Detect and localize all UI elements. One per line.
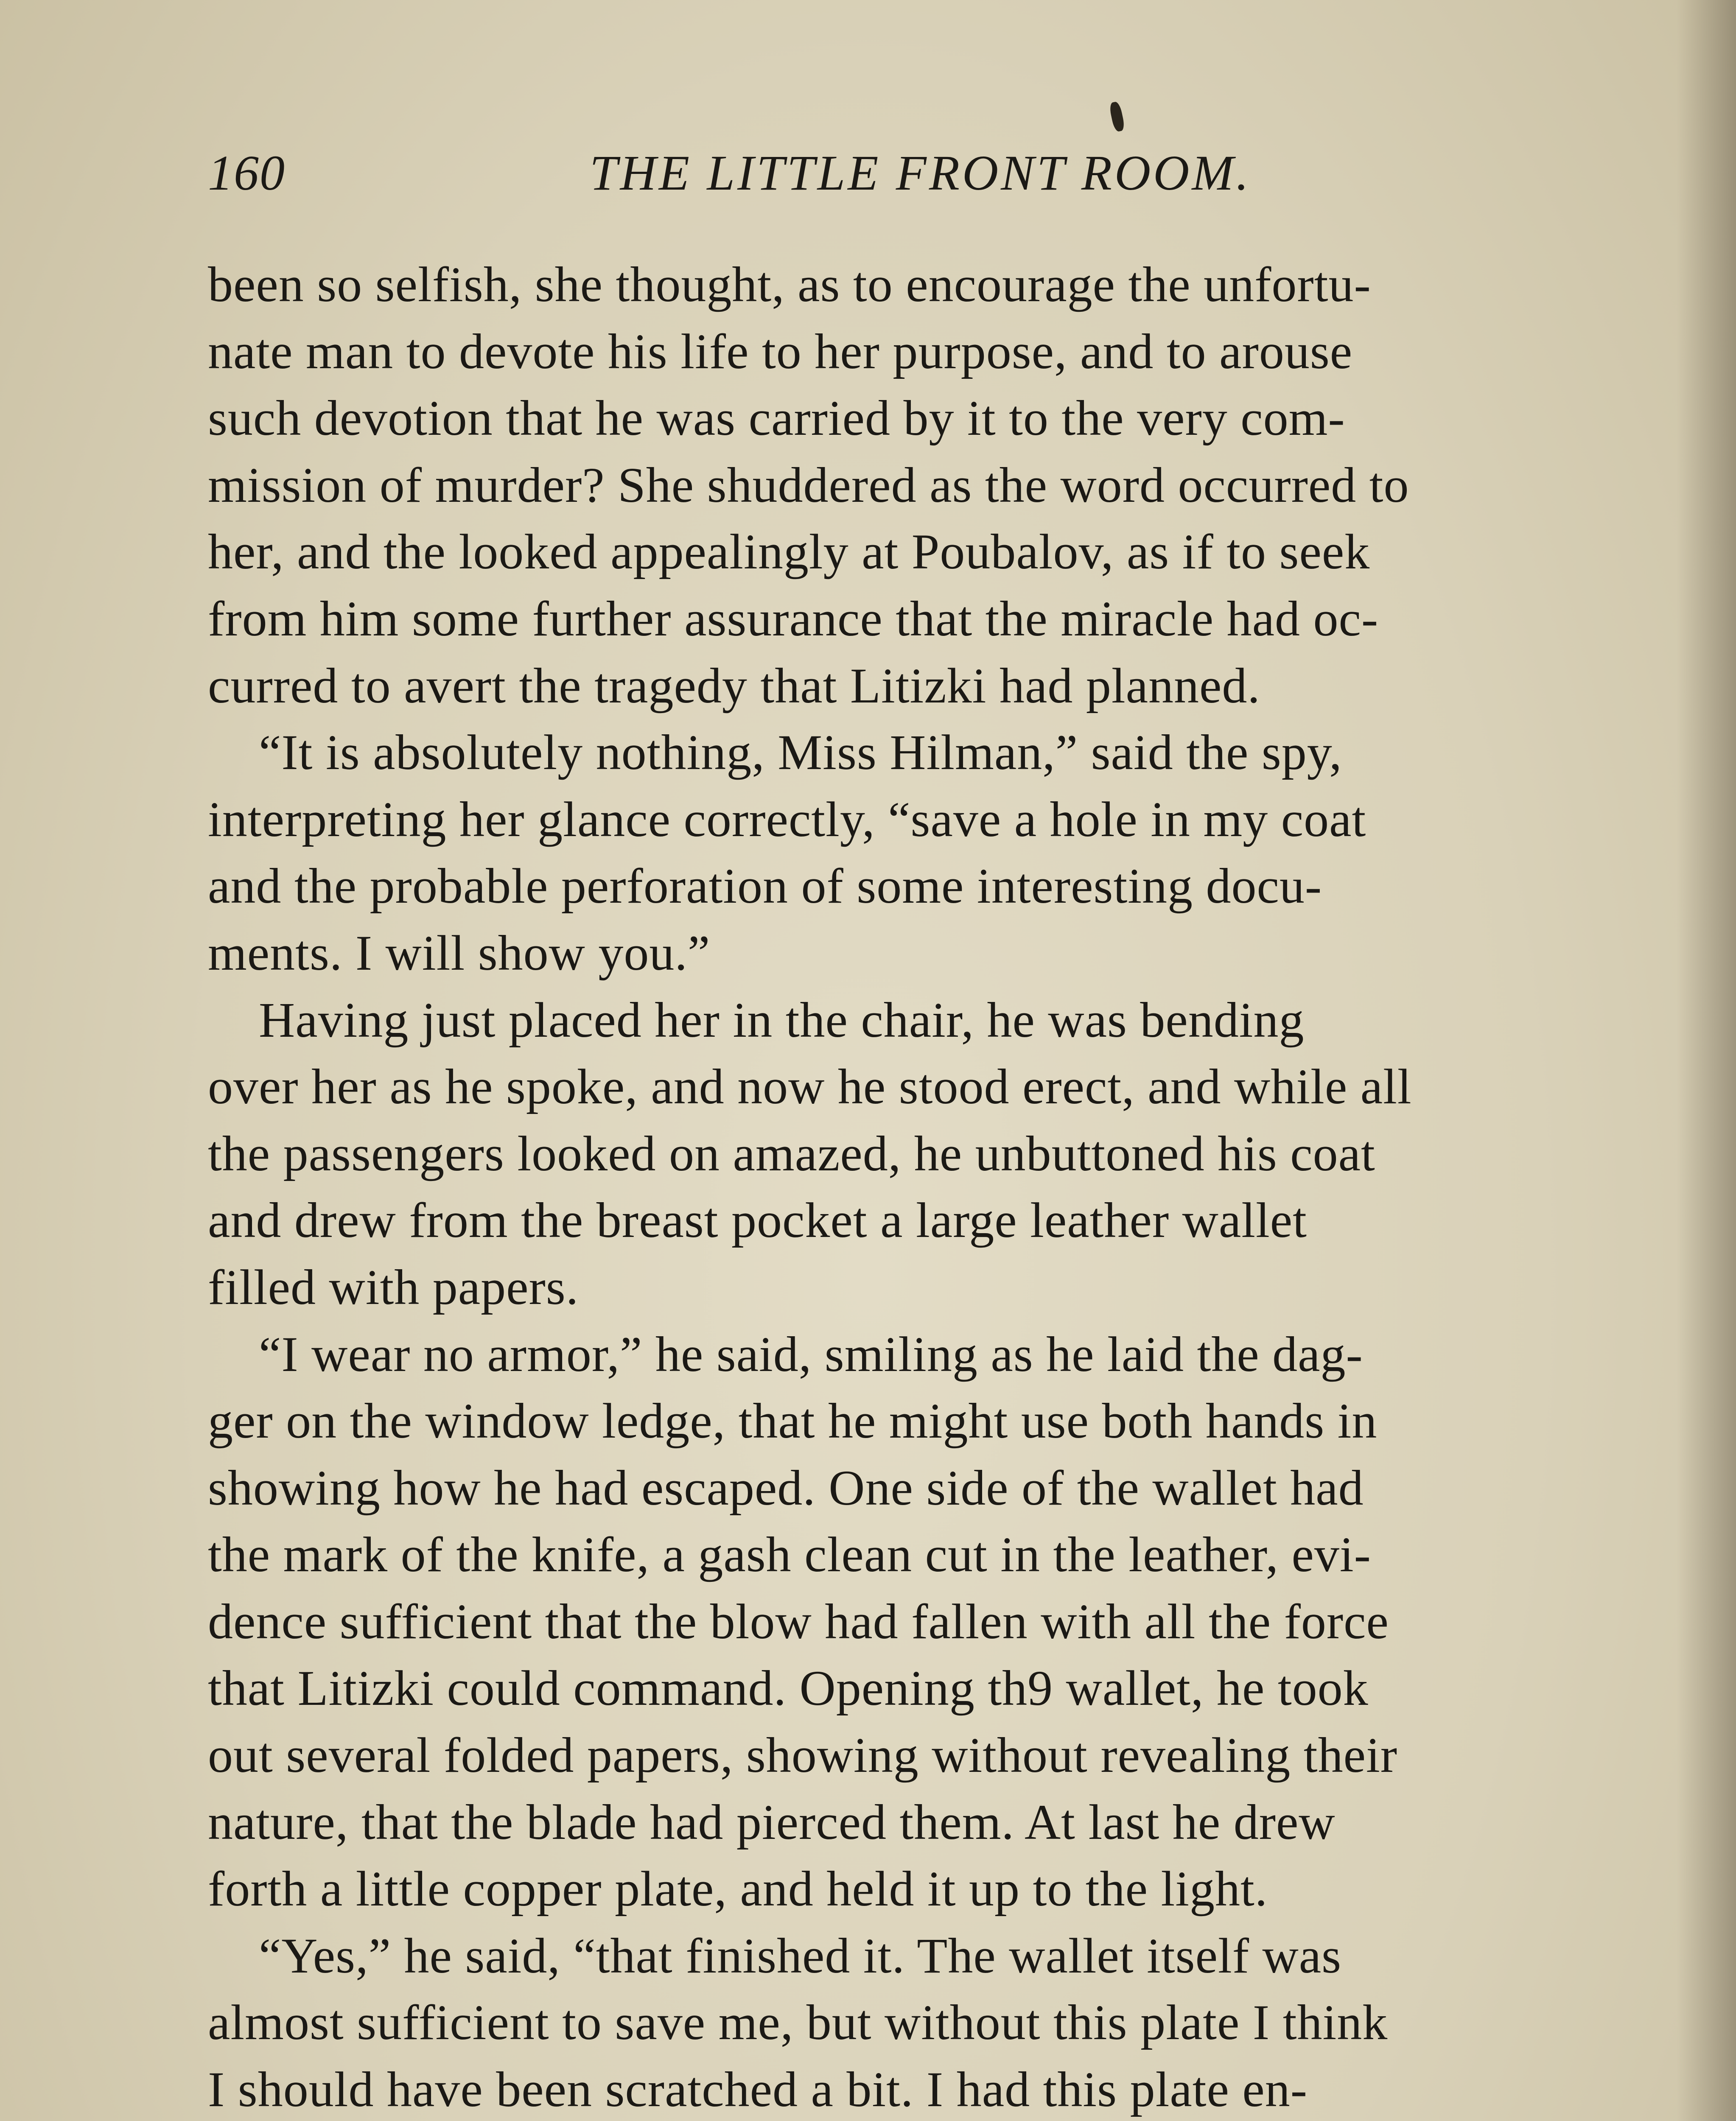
text-line: dence sufficient that the blow had fallen with all the force bbox=[208, 1593, 1389, 1649]
body-text bbox=[208, 251, 1736, 2121]
text-line: curred to avert the tragedy that Litizki had planned. bbox=[208, 658, 1260, 714]
running-head: THE LITTLE FRONT ROOM. bbox=[590, 145, 1252, 201]
text-line: over her as he spoke, and now he stood erect, and while all bbox=[208, 1059, 1412, 1115]
text-line: the mark of the knife, a gash clean cut in the leather, evi- bbox=[208, 1527, 1371, 1583]
text-line: the passengers looked on amazed, he unbuttoned his coat bbox=[208, 1125, 1375, 1181]
text-line: ger on the window ledge, that he might use both hands in bbox=[208, 1393, 1378, 1449]
text-line: “Yes,” he said, “that finished it. The wallet itself was bbox=[259, 1928, 1342, 1984]
text-line: ments. I will show you.” bbox=[208, 925, 711, 981]
text-line: “I wear no armor,” he said, smiling as he laid the dag- bbox=[259, 1326, 1363, 1382]
text-line: showing how he had escaped. One side of the wallet had bbox=[208, 1460, 1364, 1516]
text-line: out several folded papers, showing without revealing their bbox=[208, 1727, 1398, 1783]
text-line: been so selfish, she thought, as to encourage the unfortu- bbox=[208, 257, 1371, 312]
text-line: “It is absolutely nothing, Miss Hilman,” said the spy, bbox=[259, 725, 1342, 781]
text-line: and drew from the breast pocket a large leather wallet bbox=[208, 1192, 1307, 1248]
page-header bbox=[208, 144, 1710, 212]
ink-smudge bbox=[1109, 101, 1126, 132]
text-line: Having just placed her in the chair, he was bending bbox=[259, 992, 1305, 1048]
text-line: forth a little copper plate, and held it up to the light. bbox=[208, 1861, 1268, 1917]
text-line: and the probable perforation of some interesting docu- bbox=[208, 858, 1322, 914]
text-line: filled with papers. bbox=[208, 1259, 579, 1315]
text-line: almost sufficient to save me, but without this plate I think bbox=[208, 1995, 1388, 2051]
text-line: nate man to devote his life to her purpose, and to arouse bbox=[208, 323, 1353, 379]
text-line: such devotion that he was carried by it to the very com- bbox=[208, 390, 1345, 446]
text-line: mission of murder? She shuddered as the word occurred to bbox=[208, 457, 1409, 513]
text-line: that Litizki could command. Opening th9 wallet, he took bbox=[208, 1660, 1369, 1716]
text-line: nature, that the blade had pierced them. At last he drew bbox=[208, 1794, 1336, 1850]
page-number: 160 bbox=[208, 145, 286, 201]
text-line: her, and the looked appealingly at Poubalov, as if to seek bbox=[208, 524, 1370, 580]
text-line: interpreting her glance correctly, “save a hole in my coat bbox=[208, 791, 1366, 847]
text-line: from him some further assurance that the miracle had oc- bbox=[208, 590, 1379, 646]
text-line: I should have been scratched a bit. I had this plate en- bbox=[208, 2062, 1308, 2118]
